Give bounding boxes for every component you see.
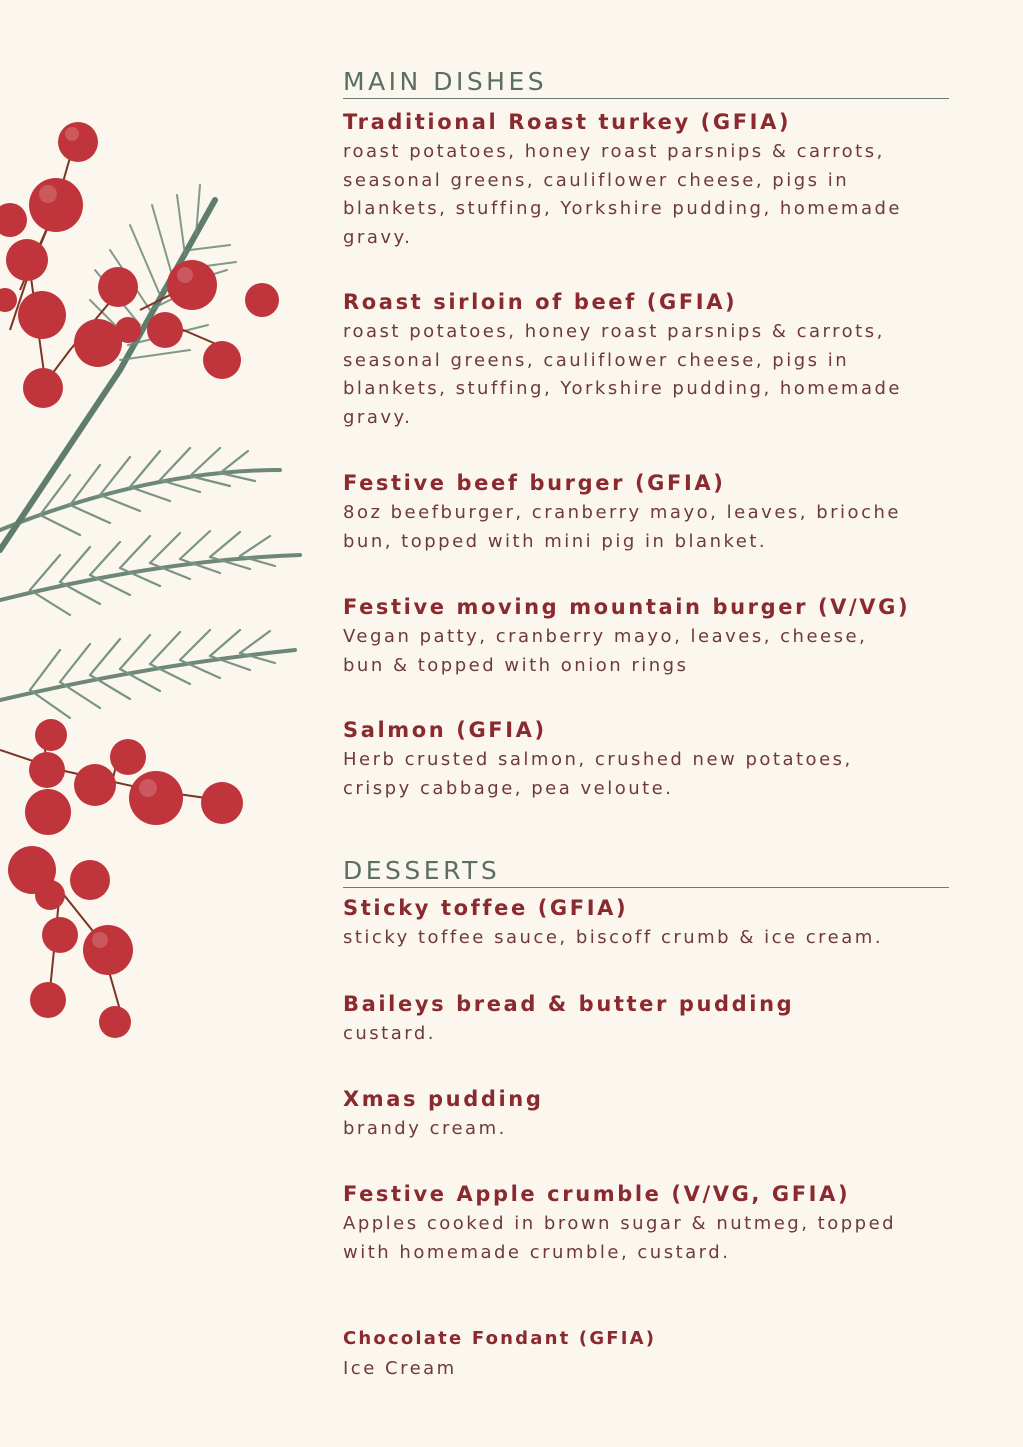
description-line: blankets, stuffing, Yorkshire pudding, homemade <box>343 378 902 399</box>
description-line: bun & topped with onion rings <box>343 654 689 676</box>
item-description <box>343 623 953 680</box>
section-heading-main-dishes: MAIN DISHES <box>343 66 949 99</box>
menu-item <box>343 894 953 953</box>
item-description <box>343 1115 953 1144</box>
description-line: brandy cream. <box>343 1118 507 1139</box>
menu-item <box>343 1085 953 1144</box>
item-description <box>343 1355 953 1384</box>
item-title: Roast sirloin of beef (GFIA) <box>343 290 738 314</box>
item-description <box>343 924 953 953</box>
description-line: roast potatoes, honey roast parsnips & carrots, <box>343 141 885 162</box>
description-line: gravy. <box>343 226 413 248</box>
item-title: Chocolate Fondant (GFIA) <box>343 1328 657 1349</box>
item-description <box>343 746 953 803</box>
section-heading-desserts: DESSERTS <box>343 855 949 888</box>
description-line: 8oz beefburger, cranberry mayo, leaves, brioche <box>343 502 901 523</box>
description-line: Apples cooked in brown sugar & nutmeg, topped <box>343 1213 897 1234</box>
description-line: crispy cabbage, pea veloute. <box>343 777 674 799</box>
item-title: Baileys bread & butter pudding <box>343 992 795 1016</box>
description-line: Vegan patty, cranberry mayo, leaves, cheese, <box>343 626 868 647</box>
item-title: Festive Apple crumble (V/VG, GFIA) <box>343 1182 851 1206</box>
item-title: Sticky toffee (GFIA) <box>343 896 629 920</box>
menu-item <box>343 1180 953 1267</box>
menu-item <box>343 288 953 432</box>
item-title: Festive beef burger (GFIA) <box>343 471 726 495</box>
item-title: Festive moving mountain burger (V/VG) <box>343 595 911 619</box>
menu-item <box>343 469 953 556</box>
description-line: Ice Cream <box>343 1358 457 1379</box>
item-description <box>343 499 953 556</box>
description-line: bun, topped with mini pig in blanket. <box>343 530 768 552</box>
item-description <box>343 318 953 432</box>
berry-cluster-icon <box>0 122 279 1038</box>
description-line: roast potatoes, honey roast parsnips & carrots, <box>343 321 885 342</box>
description-line: blankets, stuffing, Yorkshire pudding, homemade <box>343 198 902 219</box>
item-description <box>343 1020 953 1049</box>
description-line: seasonal greens, cauliflower cheese, pigs in <box>343 169 850 191</box>
item-title: Salmon (GFIA) <box>343 718 547 742</box>
menu-item <box>343 593 953 680</box>
item-title: Traditional Roast turkey (GFIA) <box>343 110 792 134</box>
description-line: sticky toffee sauce, biscoff crumb & ice cream. <box>343 927 884 948</box>
menu-item <box>343 108 953 252</box>
item-description <box>343 1210 953 1267</box>
item-description <box>343 138 953 252</box>
description-line: with homemade crumble, custard. <box>343 1241 731 1263</box>
pine-berries-illustration <box>0 110 310 1060</box>
description-line: Herb crusted salmon, crushed new potatoes, <box>343 749 853 770</box>
menu-item <box>343 990 953 1049</box>
description-line: custard. <box>343 1023 437 1044</box>
menu-item <box>343 716 953 803</box>
description-line: gravy. <box>343 406 413 428</box>
description-line: seasonal greens, cauliflower cheese, pigs in <box>343 349 850 371</box>
item-title: Xmas pudding <box>343 1087 544 1111</box>
menu-item <box>343 1325 953 1384</box>
